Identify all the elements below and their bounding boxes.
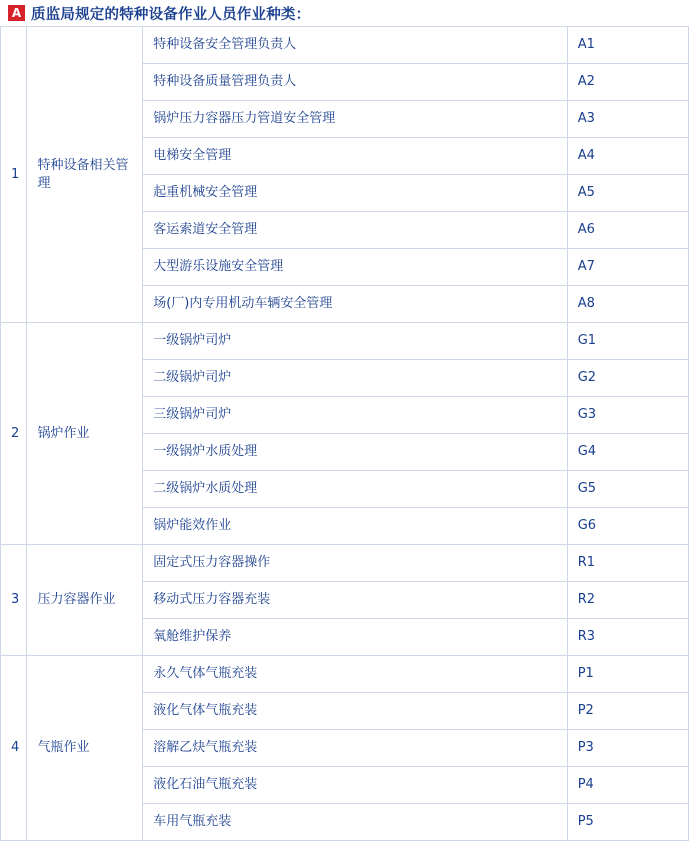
table-row [1,27,689,64]
group-category-cell: 气瓶作业 [27,656,143,841]
group-category-cell: 特种设备相关管理 [27,27,143,323]
table-body [1,27,689,841]
work-code-cell: G4 [567,434,688,471]
work-type-cell: 永久气体气瓶充装 [143,656,567,693]
work-code-cell: P5 [567,804,688,841]
work-type-cell: 起重机械安全管理 [143,175,567,212]
work-type-cell: 锅炉能效作业 [143,508,567,545]
work-type-cell: 三级锅炉司炉 [143,397,567,434]
work-code-cell: G3 [567,397,688,434]
table-row [1,656,689,693]
work-code-cell: P1 [567,656,688,693]
work-type-cell: 一级锅炉水质处理 [143,434,567,471]
work-code-cell: A1 [567,27,688,64]
work-type-cell: 一级锅炉司炉 [143,323,567,360]
work-code-cell: P3 [567,730,688,767]
work-type-cell: 溶解乙炔气瓶充装 [143,730,567,767]
group-number-cell: 1 [1,27,27,323]
group-number-cell: 4 [1,656,27,841]
work-type-cell: 液化气体气瓶充装 [143,693,567,730]
work-code-cell: G1 [567,323,688,360]
work-code-cell: R3 [567,619,688,656]
work-type-cell: 特种设备质量管理负责人 [143,64,567,101]
work-code-cell: G6 [567,508,688,545]
work-type-cell: 车用气瓶充装 [143,804,567,841]
work-code-cell: P4 [567,767,688,804]
work-code-cell: G2 [567,360,688,397]
work-code-cell: A3 [567,101,688,138]
work-type-cell: 液化石油气瓶充装 [143,767,567,804]
work-type-cell: 二级锅炉司炉 [143,360,567,397]
group-category-cell: 锅炉作业 [27,323,143,545]
group-number-cell: 3 [1,545,27,656]
section-header [0,0,689,26]
page-title: 质监局规定的特种设备作业人员作业种类： [31,6,311,23]
table-row [1,323,689,360]
work-code-cell: R2 [567,582,688,619]
work-type-cell: 场(厂)内专用机动车辆安全管理 [143,286,567,323]
work-code-cell: P2 [567,693,688,730]
work-type-cell: 特种设备安全管理负责人 [143,27,567,64]
work-code-cell: A8 [567,286,688,323]
section-badge: A [8,5,25,21]
table-row [1,545,689,582]
work-type-cell: 固定式压力容器操作 [143,545,567,582]
work-type-cell: 大型游乐设施安全管理 [143,249,567,286]
work-code-cell: A5 [567,175,688,212]
group-category-cell: 压力容器作业 [27,545,143,656]
work-code-cell: R1 [567,545,688,582]
work-type-cell: 移动式压力容器充装 [143,582,567,619]
work-code-cell: A2 [567,64,688,101]
work-code-cell: A6 [567,212,688,249]
work-type-cell: 氧舱维护保养 [143,619,567,656]
work-type-cell: 电梯安全管理 [143,138,567,175]
work-type-cell: 锅炉压力容器压力管道安全管理 [143,101,567,138]
work-type-cell: 二级锅炉水质处理 [143,471,567,508]
work-code-cell: G5 [567,471,688,508]
group-number-cell: 2 [1,323,27,545]
work-type-cell: 客运索道安全管理 [143,212,567,249]
work-code-cell: A7 [567,249,688,286]
special-equipment-table [0,26,689,841]
work-code-cell: A4 [567,138,688,175]
